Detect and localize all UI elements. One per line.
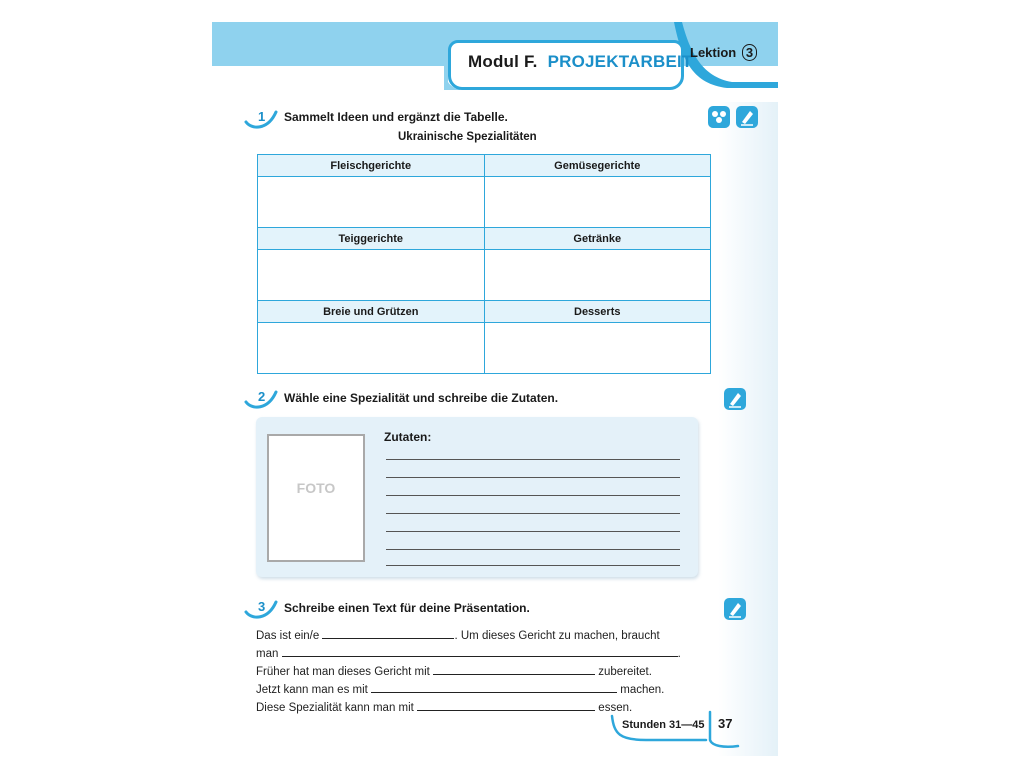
fill-in-blank[interactable] bbox=[371, 682, 617, 693]
ingredients-box bbox=[256, 417, 698, 577]
text-fragment: Das ist ein/e bbox=[256, 630, 320, 642]
table-answer-cell[interactable] bbox=[484, 177, 711, 228]
fill-in-blank[interactable] bbox=[417, 700, 595, 711]
text-fragment: machen. bbox=[620, 684, 665, 696]
table-title: Ukrainische Spezialitäten bbox=[398, 131, 537, 143]
text-line-4 bbox=[256, 682, 664, 696]
ingredient-line[interactable] bbox=[386, 495, 680, 496]
text-fragment: . bbox=[677, 648, 681, 660]
photo-placeholder[interactable] bbox=[267, 434, 365, 562]
text-line-2 bbox=[256, 646, 681, 660]
table-answer-cell[interactable] bbox=[258, 250, 485, 301]
fill-in-blank[interactable] bbox=[282, 646, 678, 657]
text-fragment: essen. bbox=[598, 702, 633, 714]
table-header-cell: Breie und Grützen bbox=[258, 301, 485, 323]
exercise-2-instruction: Wähle eine Spezialität und schreibe die Zutaten. bbox=[284, 391, 559, 405]
text-fragment: man bbox=[256, 648, 279, 660]
workbook-page bbox=[212, 22, 778, 756]
lesson-label: Lektion bbox=[690, 45, 737, 60]
table-answer-cell[interactable] bbox=[258, 323, 485, 374]
ingredient-line[interactable] bbox=[386, 531, 680, 532]
group-icon bbox=[708, 106, 730, 128]
fill-in-blank[interactable] bbox=[322, 628, 454, 639]
module-label: Modul F. bbox=[468, 52, 538, 71]
table-header-cell: Getränke bbox=[484, 228, 711, 250]
page-edge-shade bbox=[718, 102, 778, 756]
pencil-icon bbox=[724, 388, 746, 410]
table-answer-cell[interactable] bbox=[484, 323, 711, 374]
pencil-icon bbox=[736, 106, 758, 128]
text-fragment: Diese Spezialität kann man mit bbox=[256, 702, 414, 714]
ingredient-line[interactable] bbox=[386, 477, 680, 478]
exercise-2-number: 2 bbox=[258, 389, 266, 404]
page-number: 37 bbox=[718, 716, 733, 731]
text-fragment: Jetzt kann man es mit bbox=[256, 684, 368, 696]
table-header-cell: Teiggerichte bbox=[258, 228, 485, 250]
text-fragment: zubereitet. bbox=[598, 666, 652, 678]
text-line-3 bbox=[256, 664, 652, 678]
ingredient-line[interactable] bbox=[386, 459, 680, 460]
lesson-badge bbox=[690, 44, 757, 61]
text-fragment: Früher hat man dieses Gericht mit bbox=[256, 666, 430, 678]
specialties-table bbox=[257, 154, 711, 374]
text-line-1 bbox=[256, 628, 660, 642]
text-fragment: . Um dieses Gericht zu machen, braucht bbox=[454, 630, 660, 642]
exercise-1-instruction: Sammelt Ideen und ergänzt die Tabelle. bbox=[284, 110, 508, 124]
ingredient-line[interactable] bbox=[386, 513, 680, 514]
table-header-cell: Desserts bbox=[484, 301, 711, 323]
table-header-cell: Fleischgerichte bbox=[258, 155, 485, 177]
exercise-3-number: 3 bbox=[258, 599, 266, 614]
ingredient-line[interactable] bbox=[386, 549, 680, 550]
ingredients-label: Zutaten: bbox=[384, 430, 432, 444]
lesson-number: 3 bbox=[742, 44, 757, 61]
module-topic: PROJEKTARBEIT bbox=[547, 52, 693, 71]
page-title bbox=[468, 52, 693, 72]
table-answer-cell[interactable] bbox=[484, 250, 711, 301]
photo-label: FOTO bbox=[296, 480, 336, 496]
fill-in-blank[interactable] bbox=[433, 664, 595, 675]
ingredient-line[interactable] bbox=[386, 565, 680, 566]
exercise-1-number: 1 bbox=[258, 109, 266, 124]
exercise-3-instruction: Schreibe einen Text für deine Präsentation. bbox=[284, 601, 530, 615]
text-line-5 bbox=[256, 700, 632, 714]
lesson-range: Stunden 31—45 bbox=[622, 719, 705, 731]
table-header-cell: Gemüsegerichte bbox=[484, 155, 711, 177]
table-answer-cell[interactable] bbox=[258, 177, 485, 228]
pencil-icon bbox=[724, 598, 746, 620]
